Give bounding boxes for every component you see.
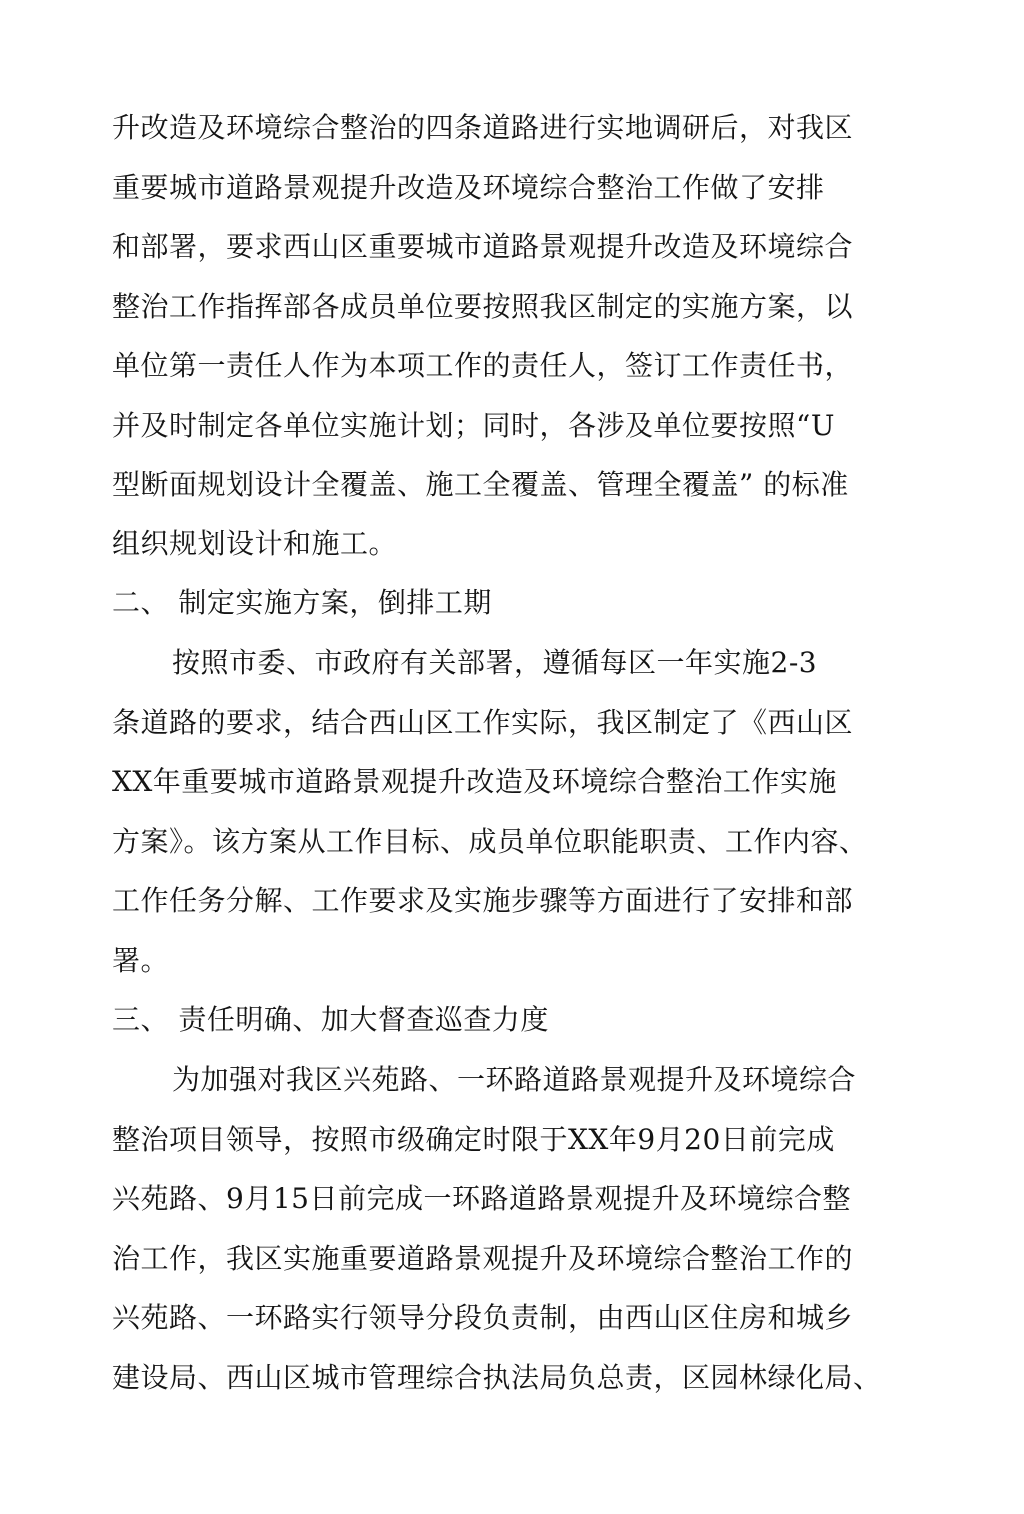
paragraph-line: 组织规划设计和施工。 bbox=[112, 527, 398, 560]
paragraph-line: 兴苑路、一环路实行领导分段负责制，由西山区住房和城乡 bbox=[112, 1301, 854, 1334]
paragraph-line: 治工作，我区实施重要道路景观提升及环境综合整治工作的 bbox=[112, 1242, 854, 1275]
paragraph-line: 升改造及环境综合整治的四条道路进行实地调研后，对我区 bbox=[112, 111, 854, 144]
paragraph-line: 型断面规划设计全覆盖、施工全覆盖、管理全覆盖” 的标准 bbox=[112, 468, 849, 501]
paragraph-line: XX年重要城市道路景观提升改造及环境综合整治工作实施 bbox=[112, 765, 837, 798]
paragraph-line: 和部署，要求西山区重要城市道路景观提升改造及环境综合 bbox=[112, 230, 854, 263]
paragraph-line: 按照市委、市政府有关部署，遵循每区一年实施2-3 bbox=[172, 646, 818, 679]
paragraph-line: 单位第一责任人作为本项工作的责任人，签订工作责任书， bbox=[112, 349, 854, 382]
paragraph-line: 整治项目领导，按照市级确定时限于XX年9月20日前完成 bbox=[112, 1123, 835, 1156]
paragraph-line: 重要城市道路景观提升改造及环境综合整治工作做了安排 bbox=[112, 171, 825, 204]
section-heading: 三、 责任明确、加大督查巡查力度 bbox=[112, 1003, 549, 1036]
paragraph-line: 整治工作指挥部各成员单位要按照我区制定的实施方案，以 bbox=[112, 290, 854, 323]
paragraph-line: 署。 bbox=[112, 944, 170, 977]
paragraph-line: 建设局、西山区城市管理综合执法局负总责，区园林绿化局、 bbox=[112, 1361, 882, 1394]
paragraph-line: 兴苑路、9月15日前完成一环路道路景观提升及环境综合整 bbox=[112, 1182, 851, 1215]
paragraph-line: 方案》。该方案从工作目标、成员单位职能职责、工作内容、 bbox=[112, 825, 868, 858]
section-heading: 二、 制定实施方案，倒排工期 bbox=[112, 586, 492, 619]
paragraph-line: 工作任务分解、工作要求及实施步骤等方面进行了安排和部 bbox=[112, 884, 854, 917]
paragraph-line: 为加强对我区兴苑路、一环路道路景观提升及环境综合 bbox=[172, 1063, 857, 1096]
paragraph-line: 条道路的要求，结合西山区工作实际，我区制定了《西山区 bbox=[112, 706, 854, 739]
paragraph-line: 并及时制定各单位实施计划；同时，各涉及单位要按照“U bbox=[112, 409, 835, 442]
